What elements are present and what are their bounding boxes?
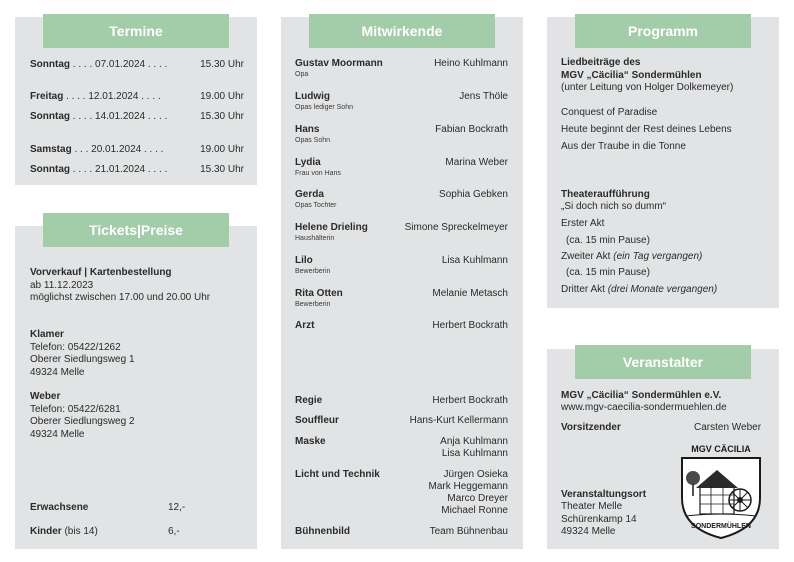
termine-dots: . . . [71,144,92,155]
price-label [30,502,88,514]
cast-role: Hans [295,124,320,135]
cast-role: Gerda [295,189,324,200]
klamer-street: Oberer Siedlungsweg 1 [30,354,135,365]
cast-role: Lydia [295,157,321,168]
cast-role-desc: Opa [295,71,309,78]
cast-actor: Fabian Bockrath [435,124,508,135]
vorsitzender-label: Vorsitzender [561,422,621,433]
song-item: Heute beginnt der Rest deines Lebens [561,124,732,135]
crew-role: Souffleur [295,415,339,426]
cast-actor: Herbert Bockrath [432,320,508,331]
crew-name: Marco Dreyer [447,493,508,504]
cast-actor: Simone Spreckelmeyer [404,222,508,233]
act-text: Erster Akt [561,218,605,229]
cast-role-desc: Opas Sohn [295,137,331,144]
termine-day: Sonntag [30,164,70,175]
theater-title: „Si doch nich so dumm“ [561,201,667,212]
cast-actor: Jens Thöle [459,91,508,102]
liedbeitraege-heading: MGV „Cäcilia“ Sondermühlen [561,70,702,81]
crew-name: Jürgen Osieka [443,469,508,480]
klamer-city: 49324 Melle [30,367,85,378]
act-item [561,251,702,263]
termine-dots: . . . . [70,111,96,122]
mitwirkende-tab: Mitwirkende [309,14,495,48]
cast-role-desc: Haushälterin [295,235,335,242]
cast-role: Helene Drieling [295,222,368,233]
cast-role: Lilo [295,255,313,266]
termine-dots: . . . . [145,111,168,122]
termine-time: 19.00 Uhr [200,144,244,155]
termine-day: Sonntag [30,111,70,122]
vorverkauf-heading: Vorverkauf | Kartenbestellung [30,267,172,278]
song-item: Conquest of Paradise [561,107,658,118]
cast-role: Gustav Moormann [295,58,383,69]
termine-row [30,59,244,71]
act-text: (ca. 15 min Pause) [566,235,650,246]
logo-top-text: MGV CÄCILIA [691,444,751,454]
act-text: Zweiter Akt [561,251,614,262]
termine-dots: . . . . [145,59,168,70]
termine-row [30,144,244,156]
termine-dots: . . . . [70,164,96,175]
act-text: Dritter Akt [561,284,608,295]
crew-name: Michael Ronne [441,505,508,516]
weber-phone: Telefon: 05422/6281 [30,404,121,415]
ort-line: Theater Melle [561,501,623,512]
act-item [566,235,650,247]
cast-actor: Heino Kuhlmann [434,58,508,69]
tickets-tab: Tickets|Preise [43,213,229,247]
klamer-phone: Telefon: 05422/1262 [30,342,121,353]
ort-line: 49324 Melle [561,526,616,537]
cast-actor: Melanie Metasch [432,288,508,299]
termine-tab: Termine [43,14,229,48]
cast-actor: Marina Weber [445,157,508,168]
weber-street: Oberer Siedlungsweg 2 [30,416,135,427]
act-item [566,267,650,279]
cast-role-desc: Opas lediger Sohn [295,104,353,111]
cast-role: Arzt [295,320,315,331]
cast-role-desc: Bewerberin [295,268,331,275]
termine-row [30,164,244,176]
price-value: 6,- [168,526,180,537]
crew-name: Mark Heggemann [428,481,508,492]
veranstalter-tab: Veranstalter [575,345,751,379]
crew-role: Licht und Technik [295,469,380,480]
crew-role: Maske [295,436,326,447]
termine-date: 12.01.2024 [88,91,139,102]
price-label-text: Erwachsene [30,502,89,513]
liedbeitraege-heading: Liedbeiträge des [561,57,641,68]
cast-actor: Lisa Kuhlmann [441,255,508,266]
termine-date: 14.01.2024 [95,111,146,122]
termine-dots: . . . . [138,91,161,102]
termine-date: 20.01.2024 [91,144,142,155]
price-value: 12,- [168,502,186,513]
termine-time: 19.00 Uhr [200,91,244,102]
termine-dots: . . . . [63,91,89,102]
crew-name: Team Bühnenbau [429,526,508,537]
vorverkauf-line: möglichst zwischen 17.00 und 20.00 Uhr [30,292,211,303]
crew-role: Bühnenbild [295,526,350,537]
org-website: www.mgv-caecilia-sondermuehlen.de [561,402,727,413]
termine-dots: . . . . [141,144,164,155]
liedbeitraege-sub: (unter Leitung von Holger Dolkemeyer) [561,82,734,93]
cast-role: Ludwig [295,91,330,102]
org-name: MGV „Cäcilia“ Sondermühlen e.V. [561,390,722,401]
termine-day: Samstag [30,144,72,155]
crew-role: Regie [295,395,323,406]
weber-city: 49324 Melle [30,429,85,440]
act-note: (drei Monate vergangen) [607,284,718,295]
termine-row [30,111,244,123]
crew-name: Herbert Bockrath [432,395,508,406]
termine-time: 15.30 Uhr [200,111,244,122]
termine-dots: . . . . [145,164,168,175]
termine-dots: . . . . [70,59,96,70]
termine-date: 07.01.2024 [95,59,146,70]
crew-name: Anja Kuhlmann [440,436,508,447]
ort-label: Veranstaltungsort [561,489,647,500]
weber-name: Weber [30,391,61,402]
act-text: (ca. 15 min Pause) [566,267,650,278]
crew-name: Hans-Kurt Kellermann [409,415,508,426]
termine-time: 15.30 Uhr [200,164,244,175]
cast-role-desc: Opas Tochter [295,202,337,209]
price-label [30,526,98,538]
crew-name: Lisa Kuhlmann [441,448,508,459]
club-logo-icon [676,440,766,540]
price-label-text: Kinder [30,526,62,537]
song-item: Aus der Traube in die Tonne [561,141,686,152]
termine-time: 15.30 Uhr [200,59,244,70]
programm-tab: Programm [575,14,751,48]
theater-heading: Theateraufführung [561,189,650,200]
termine-date: 21.01.2024 [95,164,146,175]
vorsitzender-name: Carsten Weber [694,422,762,433]
ort-line: Schürenkamp 14 [561,514,637,525]
termine-day: Sonntag [30,59,70,70]
klamer-name: Klamer [30,329,64,340]
price-label-note: (bis 14) [61,526,98,537]
termine-day: Freitag [30,91,64,102]
logo-bottom-text: SONDERMÜHLEN [691,523,751,530]
act-item [561,284,717,296]
termine-row [30,91,244,103]
cast-role-desc: Bewerberin [295,301,331,308]
vorverkauf-line: ab 11.12.2023 [30,280,94,291]
cast-role-desc: Frau von Hans [295,170,341,177]
act-note: (ein Tag vergangen) [613,251,703,262]
act-item [561,218,604,230]
cast-role: Rita Otten [295,288,343,299]
cast-actor: Sophia Gebken [439,189,508,200]
